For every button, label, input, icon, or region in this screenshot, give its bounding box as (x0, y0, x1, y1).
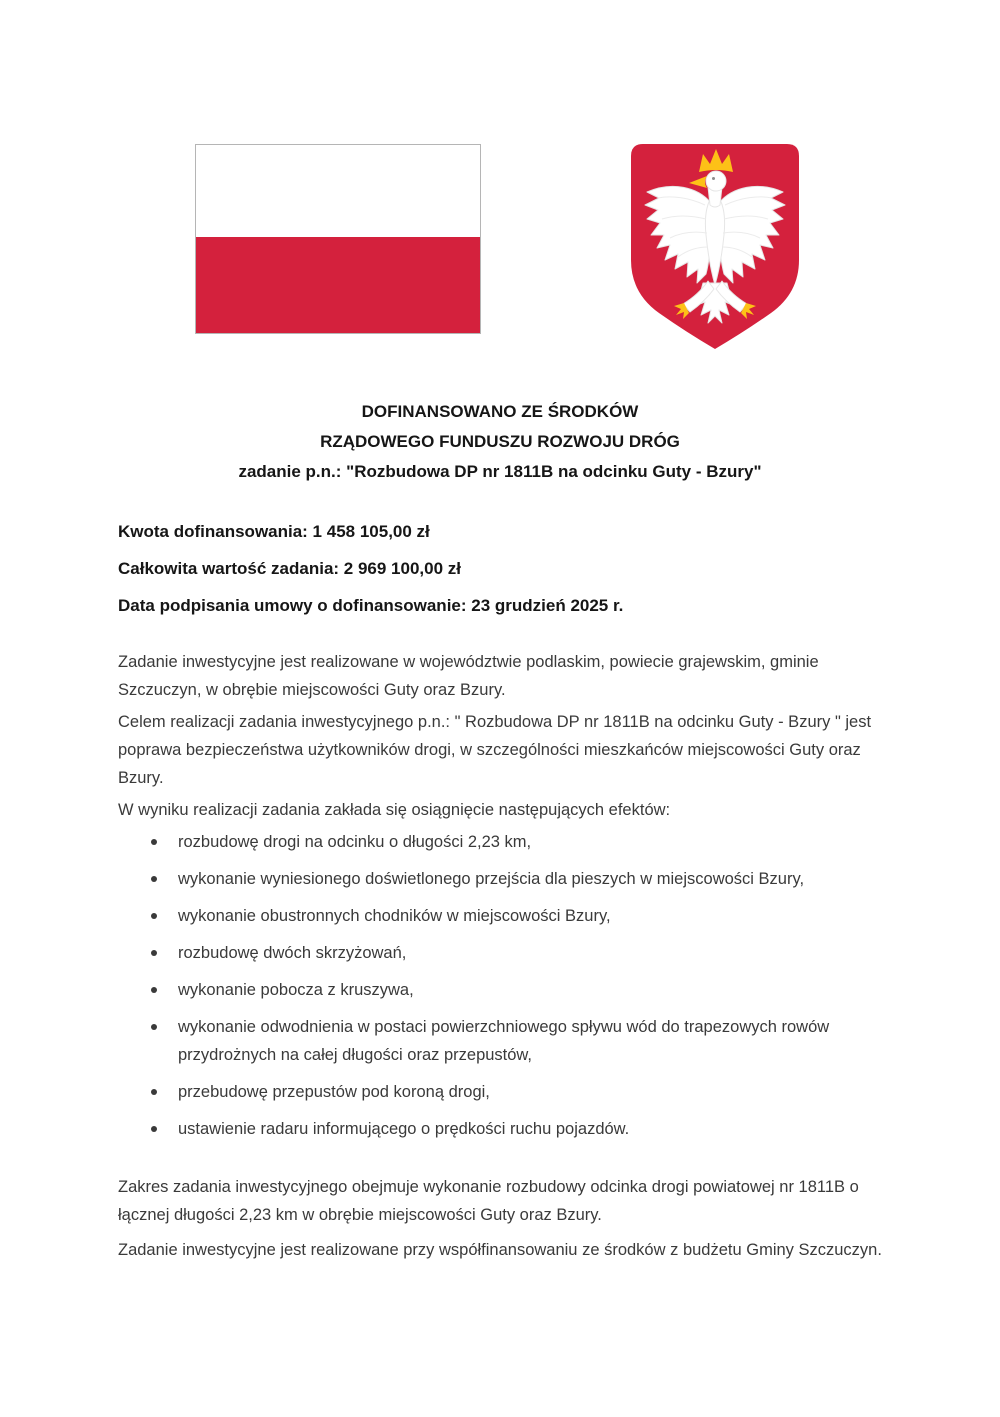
paragraph-goal: Celem realizacji zadania inwestycyjnego p.n.: " Rozbudowa DP nr 1811B na odcinku Guty - Bzury " jest poprawa bezpieczeństwa użytkowników drogi, w szczególności mieszkańców miejscowości Guty oraz Bzury. (118, 713, 872, 787)
bullet-item: wykonanie odwodnienia w postaci powierzchniowego spływu wód do trapezowych rowów przydrożnych na całej długości oraz przepustów, (118, 1013, 882, 1069)
document-content (118, 397, 882, 1271)
paragraph-scope: Zakres zadania inwestycyjnego obejmuje wykonanie rozbudowy odcinka drogi powiatowej nr 1811B o łącznej długości 2,23 km w obrębie miejscowości Guty oraz Bzury. (118, 1178, 859, 1224)
title-block (118, 397, 882, 487)
bullet-item: przebudowę przepustów pod koroną drogi, (118, 1078, 882, 1106)
effects-bullet-list (118, 828, 882, 1143)
total-value-line: Całkowita wartość zadania: 2 969 100,00 zł (118, 559, 461, 578)
agreement-date-line: Data podpisania umowy o dofinansowanie: 23 grudzień 2025 r. (118, 596, 624, 615)
polish-coat-of-arms-icon (630, 143, 800, 350)
funding-info-block (118, 513, 882, 624)
title-line-2: RZĄDOWEGO FUNDUSZU ROZWOJU DRÓG (320, 432, 680, 451)
eagle-eye (712, 177, 715, 180)
body-text (118, 648, 882, 1264)
bullet-item: ustawienie radaru informującego o prędkości ruchu pojazdów. (118, 1115, 882, 1143)
paragraph-location: Zadanie inwestycyjne jest realizowane w województwie podlaskim, powiecie grajewskim, gminie Szczuczyn, w obrębie miejscowości Guty oraz Bzury. (118, 653, 819, 699)
title-line-1: DOFINANSOWANO ZE ŚRODKÓW (361, 402, 639, 421)
bullet-item: rozbudowę drogi na odcinku o długości 2,23 km, (118, 828, 882, 856)
bullet-item: rozbudowę dwóch skrzyżowań, (118, 939, 882, 967)
bullet-item: wykonanie wyniesionego doświetlonego przejścia dla pieszych w miejscowości Bzury, (118, 865, 882, 893)
paragraph-cofinancing: Zadanie inwestycyjne jest realizowane przy współfinansowaniu ze środków z budżetu Gminy Szczuczyn. (118, 1241, 882, 1259)
paragraph-effects-intro: W wyniku realizacji zadania zakłada się osiągnięcie następujących efektów: (118, 801, 671, 819)
bullet-item: wykonanie obustronnych chodników w miejscowości Bzury, (118, 902, 882, 930)
polish-flag-image (195, 144, 481, 334)
closing-block (118, 1173, 882, 1264)
flag-white-stripe (196, 145, 480, 237)
flag-red-stripe (196, 237, 480, 333)
funding-amount-line: Kwota dofinansowania: 1 458 105,00 zł (118, 522, 430, 541)
bullet-item: wykonanie pobocza z kruszywa, (118, 976, 882, 1004)
title-line-3-task-name: zadanie p.n.: "Rozbudowa DP nr 1811B na odcinku Guty - Bzury" (238, 462, 762, 481)
